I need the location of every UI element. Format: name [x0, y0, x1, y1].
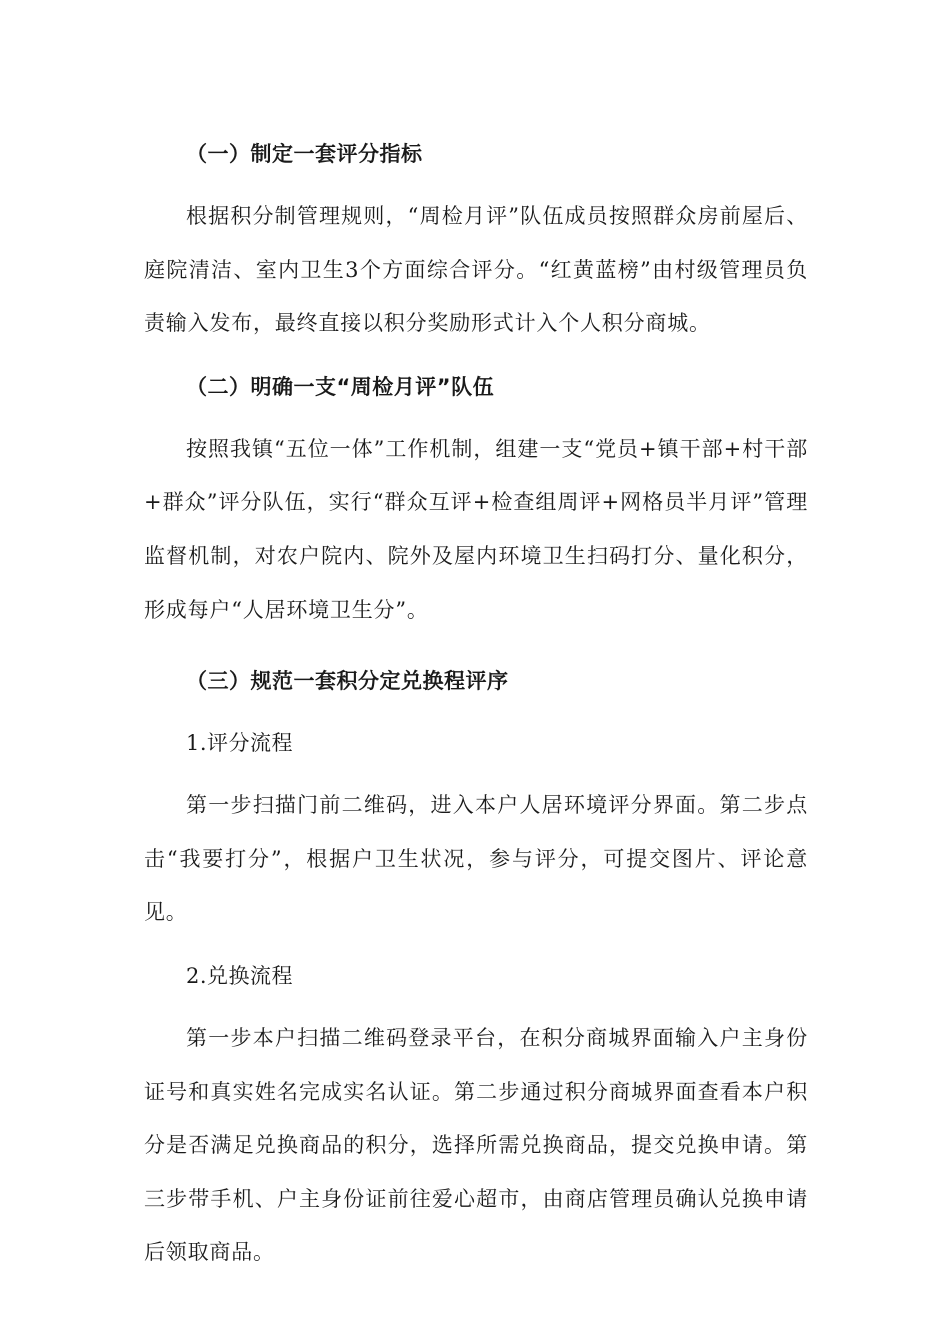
- subsection-paragraph-scoring: 第一步扫描门前二维码，进入本户人居环境评分界面。第二步点击“我要打分”，根据户卫生状况，参与评分，可提交图片、评论意见。: [144, 793, 808, 925]
- section-heading-1: （一）制定一套评分指标: [186, 142, 423, 166]
- subsection-title-exchange: 2.兑换流程: [186, 963, 294, 988]
- subsection-paragraph-exchange: 第一步本户扫描二维码登录平台，在积分商城界面输入户主身份证号和真实姓名完成实名认证。第二步通过积分商城界面查看本户积分是否满足兑换商品的积分，选择所需兑换商品，提交兑换申请。第三步带手机、户主身份证前往爱心超市，由商店管理员确认兑换申请后领取商品。: [144, 1025, 808, 1265]
- section-heading-3: （三）规范一套积分定兑换程评序: [186, 669, 509, 694]
- document-body: [144, 128, 808, 1280]
- section-paragraph-1: 根据积分制管理规则，“周检月评”队伍成员按照群众房前屋后、庭院清洁、室内卫生3个方面综合评分。“红黄蓝榜”由村级管理员负责输入发布，最终直接以积分奖励形式计入个人积分商城。: [144, 204, 808, 336]
- section-paragraph-2: 按照我镇“五位一体”工作机制，组建一支“党员+镇干部+村干部+群众”评分队伍，实行“群众互评+检查组周评+网格员半月评”管理监督机制，对农户院内、院外及屋内环境卫生扫码打分、量化积分，形成每户“人居环境卫生分”。: [144, 436, 808, 622]
- section-heading-2: （二）明确一支“周检月评”队伍: [186, 374, 495, 399]
- subsection-title-scoring: 1.评分流程: [186, 731, 294, 756]
